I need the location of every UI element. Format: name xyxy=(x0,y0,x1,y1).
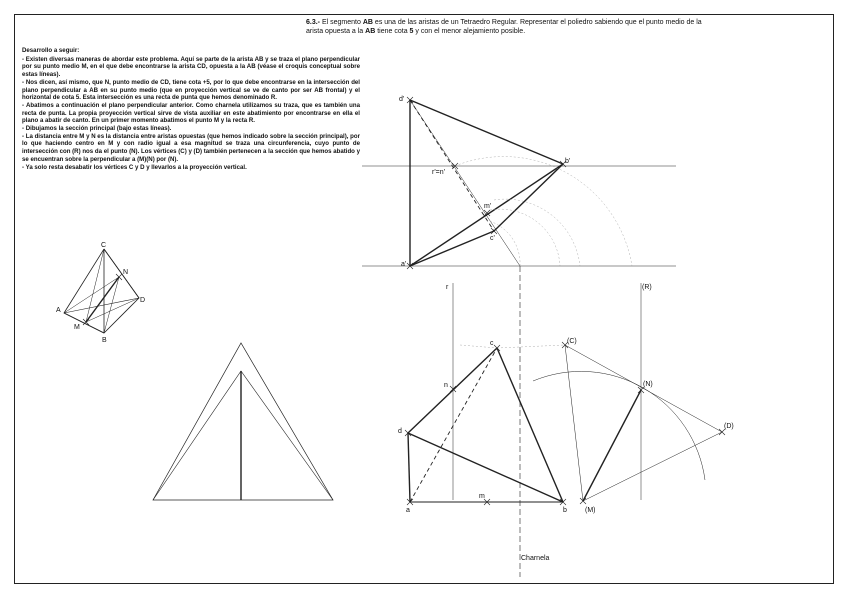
horizontal-projection xyxy=(405,266,725,577)
principal-section xyxy=(153,343,333,500)
edge-c-b-vertical xyxy=(494,164,563,231)
sketch-edge-ab xyxy=(64,313,104,333)
label-R-abatida: (R) xyxy=(642,284,652,291)
edge-a-c-hidden xyxy=(410,348,497,502)
sketch-label-n: N xyxy=(123,269,129,276)
line-M-C-abatida xyxy=(565,345,583,501)
edge-a-b-vertical xyxy=(410,164,563,266)
label-C-abatido: (C) xyxy=(567,338,577,345)
sketch-label-c: C xyxy=(101,242,107,249)
label-m-horizontal: m xyxy=(479,493,485,500)
section-inner-triangle xyxy=(153,371,333,500)
label-m-vertical: m' xyxy=(484,203,492,210)
statement-text-4: y con el menor alejamiento posible. xyxy=(415,28,526,35)
edge-d-c-horizontal xyxy=(408,348,497,433)
statement-text-1: El segmento xyxy=(321,19,361,26)
rotation-arc-outer xyxy=(455,157,632,266)
sketch-label-b: B xyxy=(102,337,107,344)
edge-d-c-hidden xyxy=(410,100,494,231)
line-C-D-abatida xyxy=(565,345,722,432)
sketch-label-d: D xyxy=(140,297,146,304)
line-M-D-abatida xyxy=(583,432,722,501)
edge-d-a-horizontal xyxy=(408,433,410,502)
edge-M-N-abatida xyxy=(583,390,641,501)
sketch-label-m: M xyxy=(74,324,80,331)
sketch-helper-mc xyxy=(86,249,104,322)
label-M-abatido: (M) xyxy=(585,507,596,514)
step-1: - Existen diversas maneras de abordar este problema. Aquí se parte de la arista AB y se traza el plano perpendicular por su punto medio M, en el que debe encontrarse la arista CD, opuesta a la AB (véase el croquis conceptual sobre estas líneas). xyxy=(22,55,360,79)
exercise-number: 6.3.- xyxy=(306,19,321,26)
sketch-outline xyxy=(64,249,139,333)
step-3: - Abatimos a continuación el plano perpendicular anterior. Como charnela utilizamos su traza, que es también una recta de punta. La propia proyección vertical sirve de vista auxiliar en este abatimiento por encontrarse en ella el plano a abatir de canto. En un primer momento abatimos el punto M y la recta R. xyxy=(22,101,360,125)
rotation-arc-3 xyxy=(494,199,580,266)
sketch-point-n-mark xyxy=(116,274,122,280)
sketch-segment-mn xyxy=(86,277,119,322)
rotation-arc-2 xyxy=(490,209,560,266)
label-d-horizontal: d xyxy=(398,428,402,435)
step-6: - Ya solo resta desabatir los vértices C y D y llevarlos a la proyección vertical. xyxy=(22,163,247,171)
sketch-label-a: A xyxy=(56,307,61,314)
statement-text-3: tiene cota xyxy=(377,28,408,35)
statement-ab-2: AB xyxy=(365,28,376,35)
label-r-horizontal: r xyxy=(446,284,449,291)
label-d-vertical: d' xyxy=(399,96,405,103)
circle-arc-center-M xyxy=(533,371,705,480)
label-D-abatido: (D) xyxy=(724,423,734,430)
statement-ab-1: AB xyxy=(362,19,373,26)
label-b-vertical: b' xyxy=(565,158,571,165)
construction-c-to-C xyxy=(497,345,565,348)
edge-d-b-horizontal xyxy=(408,433,563,502)
label-a-vertical: a' xyxy=(401,261,407,268)
label-b-horizontal: b xyxy=(563,507,567,514)
point-c-h-mark xyxy=(494,345,500,351)
label-c-horizontal: c xyxy=(490,340,494,347)
edge-d-b-vertical xyxy=(410,100,563,164)
label-a-horizontal: a xyxy=(406,507,410,514)
label-n-horizontal: n xyxy=(444,382,448,389)
label-c-vertical: c' xyxy=(490,235,495,242)
statement-text-2: es una de las aristas de un Tetraedro Regular. Representar el poliedro sabiendo que el punto medio de la arista opuesta a la xyxy=(306,19,702,35)
edge-a-c-vertical xyxy=(410,231,494,266)
conceptual-sketch xyxy=(64,249,139,333)
label-r-vertical: r'=n' xyxy=(432,169,445,176)
statement-cota: 5 xyxy=(409,28,414,35)
section-outer-triangle xyxy=(153,343,333,500)
steps-heading: Desarrollo a seguir: xyxy=(22,47,80,54)
step-4: - Dibujamos la sección principal (bajo estas líneas). xyxy=(22,125,172,133)
edge-c-b-horizontal xyxy=(497,348,563,502)
label-N-abatido: (N) xyxy=(643,381,653,388)
charnela-label: Charnela xyxy=(521,555,550,562)
step-2: - Nos dicen, así mismo, que N, punto medio de CD, tiene cota +5, por lo que debe encontrarse en la intersección del plano perpendicular a AB en su punto medio (que en proyección vertical se ve de canto por ser AB frontal) y el horizontal de cota 5. Esta intersección es una recta de punta que hemos denominado R. xyxy=(22,78,360,102)
point-c-v-mark xyxy=(491,228,497,234)
step-5: - La distancia entre M y N es la distancia entre aristas opuestas (que hemos indicado sobre la sección principal), por lo que haciendo centro en M y con radio igual a esa magnitud se traza una circunferencia, cuyo punto de intersección con (R) nos da el punto (N). Los vértices (C) y (D) también pertenecen a la sección que hemos abatido y se encuentran sobre la perpendicular a (M)(N) por (N). xyxy=(22,132,360,163)
vertical-projection xyxy=(362,97,676,269)
